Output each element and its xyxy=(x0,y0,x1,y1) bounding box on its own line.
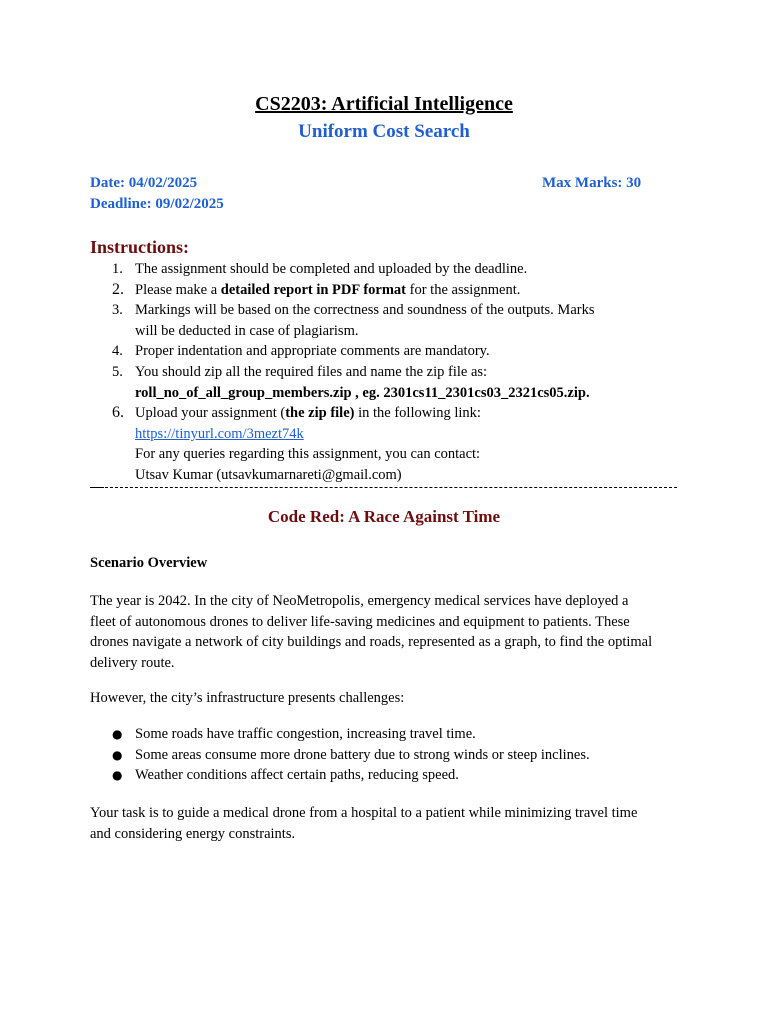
challenges-intro: However, the city’s infrastructure presents challenges: xyxy=(90,690,405,706)
story-title: Code Red: A Race Against Time xyxy=(267,507,501,526)
instruction-text: You should zip all the required files and name the zip file as: xyxy=(135,363,488,380)
challenge-item: ● Weather conditions affect certain paths, reducing speed. xyxy=(90,765,690,786)
instruction-text: in the following link: xyxy=(354,405,481,422)
paragraph-line: and considering energy constraints. xyxy=(90,825,296,842)
challenge-item: ● Some roads have traffic congestion, increasing travel time. xyxy=(90,724,690,745)
instruction-number: 3. xyxy=(112,302,123,319)
instruction-item xyxy=(90,280,690,301)
course-title: CS2203: Artificial Intelligence xyxy=(255,93,513,115)
zip-name-format: roll_no_of_all_group_members.zip , eg. 2301cs11_2301cs03_2321cs05.zip. xyxy=(135,384,590,401)
instruction-emphasis: the zip file) xyxy=(285,405,355,422)
instruction-text: Upload your assignment ( xyxy=(135,405,286,422)
task-paragraph xyxy=(90,803,690,844)
instruction-number: 6. xyxy=(112,404,124,422)
instruction-text: The assignment should be completed and uploaded by the deadline. xyxy=(135,261,528,277)
instruction-text: Please make a xyxy=(135,281,221,298)
paragraph-line: The year is 2042. In the city of NeoMetropolis, emergency medical services have deployed a xyxy=(90,593,629,609)
section-divider xyxy=(90,487,677,488)
scenario-overview-heading: Scenario Overview xyxy=(90,555,208,571)
assignment-deadline: Deadline: 09/02/2025 xyxy=(90,196,224,212)
contact-person: Utsav Kumar (utsavkumarnareti@gmail.com) xyxy=(135,466,402,483)
assignment-date: Date: 04/02/2025 xyxy=(90,175,198,191)
paragraph-line: drones navigate a network of city buildings and roads, represented as a graph, to find the optimal xyxy=(90,634,653,651)
instruction-emphasis: detailed report in PDF format xyxy=(220,281,407,298)
instruction-number: 4. xyxy=(112,343,123,360)
instruction-text: will be deducted in case of plagiarism. xyxy=(135,322,359,339)
scenario-paragraph xyxy=(90,591,690,673)
instruction-item xyxy=(90,362,690,403)
assignment-subtitle: Uniform Cost Search xyxy=(298,121,470,142)
instructions-list xyxy=(90,259,690,486)
paragraph-line: fleet of autonomous drones to deliver life-saving medicines and equipment to patients. These xyxy=(90,613,630,630)
instruction-text: Proper indentation and appropriate comments are mandatory. xyxy=(135,343,490,360)
paragraph-line: Your task is to guide a medical drone from a hospital to a patient while minimizing travel time xyxy=(90,805,638,821)
instruction-item xyxy=(90,403,690,485)
instruction-number: 5. xyxy=(112,363,123,380)
paragraph-line: delivery route. xyxy=(90,654,175,671)
instruction-number: 2. xyxy=(112,280,124,298)
instruction-item xyxy=(90,300,690,341)
instruction-item xyxy=(90,341,690,362)
max-marks: Max Marks: 30 xyxy=(542,175,642,191)
instruction-item xyxy=(90,259,690,280)
instructions-heading: Instructions: xyxy=(90,237,190,257)
contact-line: For any queries regarding this assignment, you can contact: xyxy=(135,446,481,463)
submission-link[interactable]: https://tinyurl.com/3mezt74k xyxy=(135,425,304,442)
instruction-number: 1. xyxy=(112,261,123,277)
instruction-text: for the assignment. xyxy=(406,281,521,298)
challenges-list xyxy=(90,724,690,786)
challenge-item: ● Some areas consume more drone battery due to strong winds or steep inclines. xyxy=(90,745,690,766)
instruction-text: Markings will be based on the correctness and soundness of the outputs. Marks xyxy=(135,302,595,319)
